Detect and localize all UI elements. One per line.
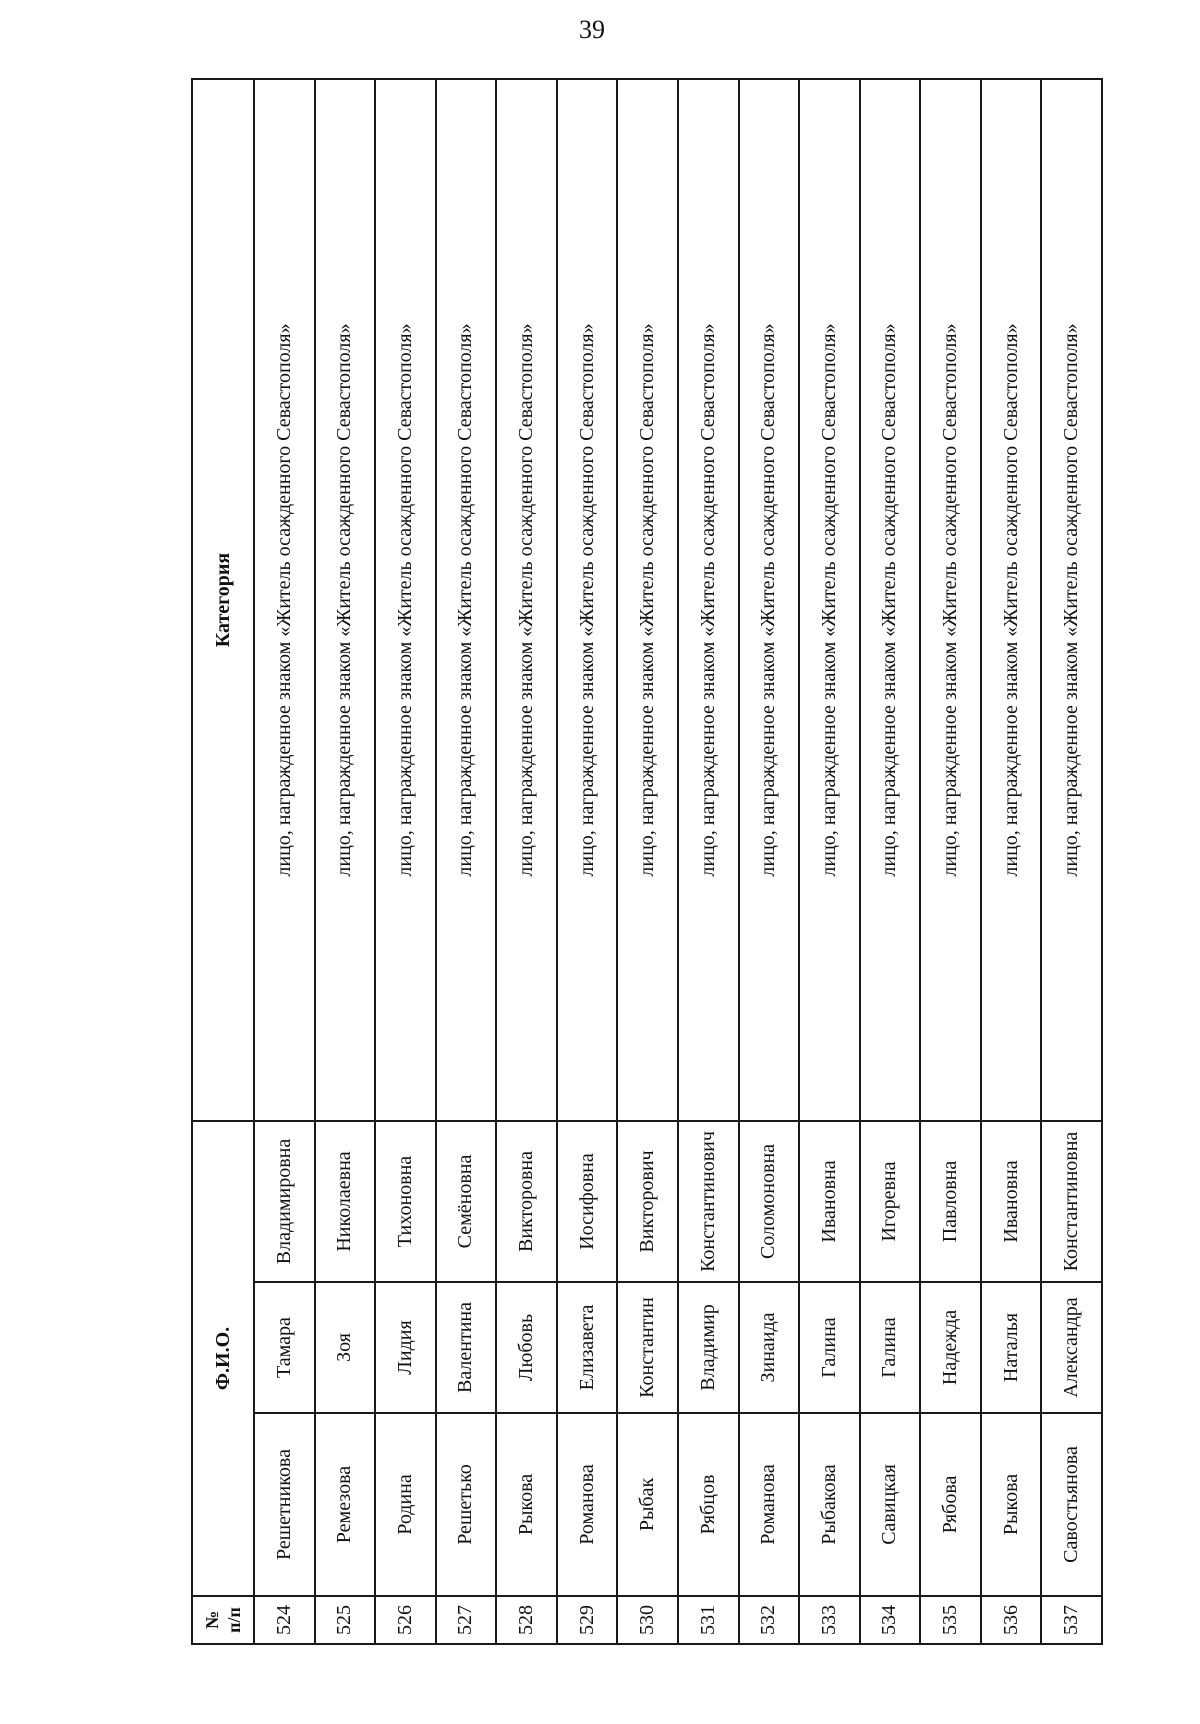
row-patronymic: Викторовна xyxy=(496,1121,557,1282)
row-number: 525 xyxy=(315,1596,376,1644)
row-name: Елизавета xyxy=(557,1282,618,1413)
row-number: 530 xyxy=(617,1596,678,1644)
row-number: 534 xyxy=(860,1596,921,1644)
row-category: лицо, награжденное знаком «Житель осажденного Севастополя» xyxy=(315,79,376,1121)
row-category: лицо, награжденное знаком «Житель осажденного Севастополя» xyxy=(920,79,981,1121)
row-category: лицо, награжденное знаком «Житель осажденного Севастополя» xyxy=(678,79,739,1121)
row-surname: Савицкая xyxy=(860,1413,921,1596)
row-patronymic: Ивановна xyxy=(799,1121,860,1282)
row-number: 532 xyxy=(739,1596,800,1644)
row-number: 526 xyxy=(375,1596,436,1644)
row-surname: Решетько xyxy=(436,1413,497,1596)
table-row xyxy=(981,79,1042,1644)
row-category: лицо, награжденное знаком «Житель осажденного Севастополя» xyxy=(1041,79,1102,1121)
table-row xyxy=(557,79,618,1644)
row-category: лицо, награжденное знаком «Житель осажденного Севастополя» xyxy=(799,79,860,1121)
table-row xyxy=(920,79,981,1644)
row-surname: Рыкова xyxy=(981,1413,1042,1596)
table-row xyxy=(436,79,497,1644)
row-category: лицо, награжденное знаком «Житель осажденного Севастополя» xyxy=(557,79,618,1121)
row-surname: Рыкова xyxy=(496,1413,557,1596)
row-name: Галина xyxy=(799,1282,860,1413)
header-number-line1: № xyxy=(202,1610,222,1630)
row-patronymic: Владимировна xyxy=(254,1121,315,1282)
table-row xyxy=(678,79,739,1644)
row-number: 527 xyxy=(436,1596,497,1644)
row-number: 535 xyxy=(920,1596,981,1644)
row-category: лицо, награжденное знаком «Житель осажденного Севастополя» xyxy=(739,79,800,1121)
register-table-frame xyxy=(191,80,1103,1645)
row-patronymic: Ивановна xyxy=(981,1121,1042,1282)
row-name: Константин xyxy=(617,1282,678,1413)
row-name: Любовь xyxy=(496,1282,557,1413)
row-category: лицо, награжденное знаком «Житель осажденного Севастополя» xyxy=(375,79,436,1121)
page-number: 39 xyxy=(579,15,605,44)
row-patronymic: Константиновна xyxy=(1041,1121,1102,1282)
row-patronymic: Павловна xyxy=(920,1121,981,1282)
row-name: Владимир xyxy=(678,1282,739,1413)
row-patronymic: Николаевна xyxy=(315,1121,376,1282)
row-surname: Рыбакова xyxy=(799,1413,860,1596)
row-category: лицо, награжденное знаком «Житель осажденного Севастополя» xyxy=(254,79,315,1121)
row-name: Тамара xyxy=(254,1282,315,1413)
row-category: лицо, награжденное знаком «Житель осажденного Севастополя» xyxy=(860,79,921,1121)
row-category: лицо, награжденное знаком «Житель осажденного Севастополя» xyxy=(436,79,497,1121)
row-name: Зинаида xyxy=(739,1282,800,1413)
row-patronymic: Викторович xyxy=(617,1121,678,1282)
row-number: 536 xyxy=(981,1596,1042,1644)
row-surname: Романова xyxy=(557,1413,618,1596)
row-name: Надежда xyxy=(920,1282,981,1413)
row-name: Валентина xyxy=(436,1282,497,1413)
row-surname: Решетникова xyxy=(254,1413,315,1596)
row-surname: Рябцов xyxy=(678,1413,739,1596)
row-patronymic: Константинович xyxy=(678,1121,739,1282)
table-row xyxy=(254,79,315,1644)
header-fio: Ф.И.О. xyxy=(192,1121,254,1596)
row-number: 533 xyxy=(799,1596,860,1644)
row-patronymic: Соломоновна xyxy=(739,1121,800,1282)
header-row xyxy=(192,79,254,1644)
row-surname: Романова xyxy=(739,1413,800,1596)
row-patronymic: Иосифовна xyxy=(557,1121,618,1282)
row-number: 529 xyxy=(557,1596,618,1644)
table-row xyxy=(617,79,678,1644)
table-row xyxy=(739,79,800,1644)
table-row xyxy=(860,79,921,1644)
row-surname: Родина xyxy=(375,1413,436,1596)
header-number xyxy=(192,1596,254,1644)
register-table xyxy=(191,78,1103,1645)
row-name: Лидия xyxy=(375,1282,436,1413)
row-name: Зоя xyxy=(315,1282,376,1413)
row-number: 531 xyxy=(678,1596,739,1644)
row-name: Александра xyxy=(1041,1282,1102,1413)
row-name: Галина xyxy=(860,1282,921,1413)
row-surname: Савостьянова xyxy=(1041,1413,1102,1596)
table-row xyxy=(1041,79,1102,1644)
header-number-line2: п/п xyxy=(224,1607,244,1633)
table-row xyxy=(799,79,860,1644)
row-number: 524 xyxy=(254,1596,315,1644)
row-surname: Рябова xyxy=(920,1413,981,1596)
row-surname: Рыбак xyxy=(617,1413,678,1596)
row-category: лицо, награжденное знаком «Житель осажденного Севастополя» xyxy=(496,79,557,1121)
row-number: 537 xyxy=(1041,1596,1102,1644)
header-category: Категория xyxy=(192,79,254,1121)
register-table-rotated xyxy=(191,80,1103,1645)
row-name: Наталья xyxy=(981,1282,1042,1413)
row-patronymic: Семёновна xyxy=(436,1121,497,1282)
table-row xyxy=(496,79,557,1644)
row-category: лицо, награжденное знаком «Житель осажденного Севастополя» xyxy=(617,79,678,1121)
row-surname: Ремезова xyxy=(315,1413,376,1596)
table-row xyxy=(315,79,376,1644)
row-patronymic: Тихоновна xyxy=(375,1121,436,1282)
table-row xyxy=(375,79,436,1644)
row-number: 528 xyxy=(496,1596,557,1644)
row-patronymic: Игоревна xyxy=(860,1121,921,1282)
row-category: лицо, награжденное знаком «Житель осажденного Севастополя» xyxy=(981,79,1042,1121)
